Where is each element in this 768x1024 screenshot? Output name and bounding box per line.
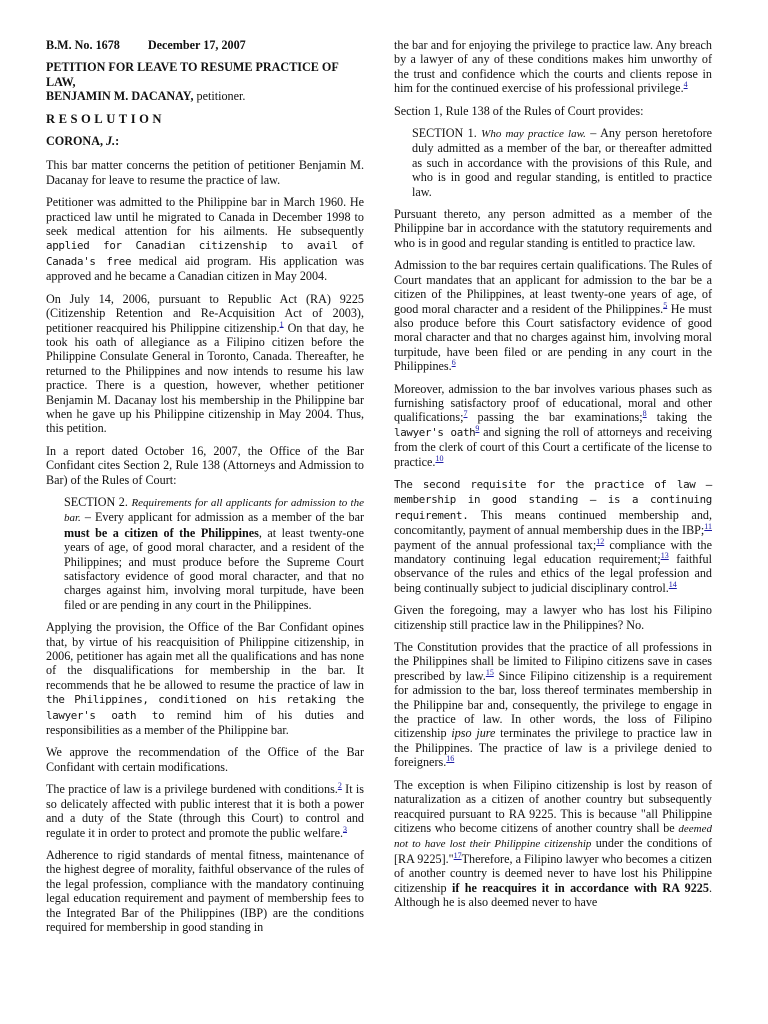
right-column [394, 38, 712, 1024]
footnote-link[interactable]: 11 [704, 522, 712, 532]
footnote-link[interactable]: 9 [475, 423, 480, 433]
paragraph: Section 1, Rule 138 of the Rules of Court provides: [394, 103, 644, 118]
paragraph: This bar matter concerns the petition of petitioner Benjamin M. Dacanay for leave to resume the practice of law. [46, 158, 364, 187]
footnote-link[interactable]: 12 [596, 536, 605, 546]
case-title: PETITION FOR LEAVE TO RESUME PRACTICE OF LAW, [46, 60, 339, 89]
block-quote: SECTION 1. Who may practice law. – Any person heretofore duly admitted as a member of the bar, or thereafter admitted as such in accordance with the provisions of this Rule, and who is in good and regular standing, is entitled to practice law. [412, 126, 713, 199]
footnote-link[interactable]: 15 [485, 667, 494, 677]
paragraph: Given the foregoing, may a lawyer who has lost his Filipino citizenship still practice law in the Philippines? No. [394, 603, 712, 632]
paragraph: Moreover, admission to the bar involves various phases such as furnishing satisfactory proof of educational, moral and other qualifications;$^7$ passing the bar examinations;$^8$ taking the lawyer's oath$^9$ and signing the roll of attorneys and receiving from the clerk of court of this Court a certificate of the license to practice.$^{10}$ [394, 381, 712, 469]
paragraph: Pursuant thereto, any person admitted as a member of the Philippine bar in accordance with the statutory requirements and who is in good and regular standing is entitled to practice law. [394, 207, 712, 250]
footnote-link[interactable]: 17 [453, 850, 462, 860]
petitioner-role: petitioner. [193, 89, 246, 104]
paragraph: The second requisite for the practice of law — membership in good standing — is a continuing requirement. This means continued membership and, concomitantly, payment of annual membership dues in the IBP;$^{11}$ payment of the annual professional tax;$^{12}$ compliance with the mandatory continuing legal education requirement;$^{13}$ faithful observance of the rules and ethics of the legal profession and being continually subject to judicial disciplinary control.$^{14}$ [394, 477, 712, 595]
paragraph: In a report dated October 16, 2007, the Office of the Bar Confidant cites Section 2, Rule 138 (Attorneys and Admission to Bar) of the Rules of Court: [46, 443, 364, 487]
case-number: B.M. No. 1678 [46, 38, 120, 52]
footnote-link[interactable]: 7 [463, 409, 468, 419]
footnote-link[interactable]: 2 [337, 781, 342, 791]
footnote-link[interactable]: 5 [663, 300, 668, 310]
paragraph: Petitioner was admitted to the Philippine bar in March 1960. He practiced law until he migrated to Canada in December 1998 to seek medical attention for his ailments. He subsequently applied for Canadian citizenship to avail of Canada's free medical aid program. His application was approved and he became a Canadian citizen in May 2004. [46, 195, 364, 284]
paragraph: On July 14, 2006, pursuant to Republic Act (RA) 9225 (Citizenship Retention and Re-Acquisition Act of 2003), petitioner reacquired his Philippine citizenship.$^1$ On that day, he took his oath of allegiance as a Filipino citizen before the Philippine Consulate General in Toronto, Canada. Thereafter, he returned to the Philippines and now intends to resume his law practice. There is a question, however, whether petitioner Benjamin M. Dacanay lost his membership in the Philippine bar when he gave up his Philippine citizenship in May 2004. Thus, this petition. [46, 291, 364, 436]
footnote-link[interactable]: 16 [446, 754, 455, 764]
case-header [46, 38, 364, 52]
paragraph: The Constitution provides that the practice of all professions in the Philippines shall be limited to Filipino citizens save in cases prescribed by law.$^{15}$ Since Filipino citizenship is a requirement for admission to the bar, loss thereof terminates membership in the Philippine bar and, consequently, the privilege to engage in the practice of law. In other words, the loss of Filipino citizenship ipso jure terminates the privilege to practice law in the Philippines. The practice of law is a privilege denied to foreigners.$^{16}$ [394, 640, 713, 770]
paragraph: Admission to the bar requires certain qualifications. The Rules of Court mandates that an applicant for admission to the bar be a citizen of the Philippines, at least twenty-one years of age, of good moral character and a resident of the Philippines.$^5$ He must also produce before this Court satisfactory evidence of good moral character and that no charges against him, involving moral turpitude, have been filed or are pending in any court in the Philippines.$^6$ [394, 258, 712, 374]
paragraph: The exception is when Filipino citizenship is lost by reason of naturalization as a citizen of another country but subsequently reacquired pursuant to RA 9225. This is because "all Philippine citizens who become citizens of another country shall be deemed not to have lost their Philippine citizenship under the conditions of [RA 9225]."$^{17}$Therefore, a Filipino lawyer who becomes a citizen of another country is deemed never to have lost his Philippine citizenship if he reacquires it in accordance with RA 9225. Although he is also deemed never to have [394, 777, 712, 909]
footnote-link[interactable]: 10 [435, 453, 444, 463]
ponente: CORONA, J.: [46, 134, 120, 149]
footnote-link[interactable]: 1 [279, 319, 284, 329]
block-quote: SECTION 2. Requirements for all applicants for admission to the bar. – Every applicant for admission as a member of the bar must be a citizen of the Philippines, at least twenty-one years of age, of good moral character, and a resident of the Philippines; and must produce before the Supreme Court satisfactory evidence of good moral character, and that no charges against him, involving moral turpitude, have been filed or are pending in any court in the Philippines. [64, 494, 365, 612]
footnote-link[interactable]: 4 [683, 80, 688, 90]
resolution-heading: RESOLUTION [46, 111, 165, 126]
petitioner-name: BENJAMIN M. DACANAY, [46, 89, 194, 104]
footnote-link[interactable]: 6 [451, 358, 456, 368]
footnote-link[interactable]: 3 [343, 824, 347, 834]
footnote-link[interactable]: 14 [668, 579, 677, 589]
left-column [46, 38, 364, 1024]
petitioner-line [46, 89, 364, 103]
case-date: December 17, 2007 [147, 38, 246, 52]
footnote-link[interactable]: 8 [642, 409, 647, 419]
paragraph: Adherence to rigid standards of mental fitness, maintenance of the highest degree of morality, faithful observance of the rules of the legal profession, compliance with the mandatory continuing legal education requirement and payment of membership fees to the Integrated Bar of the Philippines (IBP) are the conditions required for membership in good standing in [46, 847, 364, 934]
paragraph: Applying the provision, the Office of the Bar Confidant opines that, by virtue of his reacquisition of Philippine citizenship, in 2006, petitioner has again met all the qualifications and has none of the disqualifications for membership in the bar. It recommends that he be allowed to resume the practice of law in the Philippines, conditioned on his retaking the lawyer's oath to remind him of his duties and responsibilities as a member of the Philippine bar. [46, 620, 364, 738]
paragraph: We approve the recommendation of the Office of the Bar Confidant with certain modifications. [46, 745, 364, 774]
footnote-link[interactable]: 13 [660, 550, 669, 560]
paragraph: the bar and for enjoying the privilege to practice law. Any breach by a lawyer of any of these conditions makes him unworthy of the trust and confidence which the courts and clients repose in him for the continued exercise of his professional privilege.$^4$ [394, 38, 712, 96]
paragraph: The practice of law is a privilege burdened with conditions.$^2$ It is so delicately affected with public interest that it is both a power and a duty of the State (through this Court) to control and regulate it in order to protect and promote the public welfare.$^3$ [46, 781, 364, 840]
